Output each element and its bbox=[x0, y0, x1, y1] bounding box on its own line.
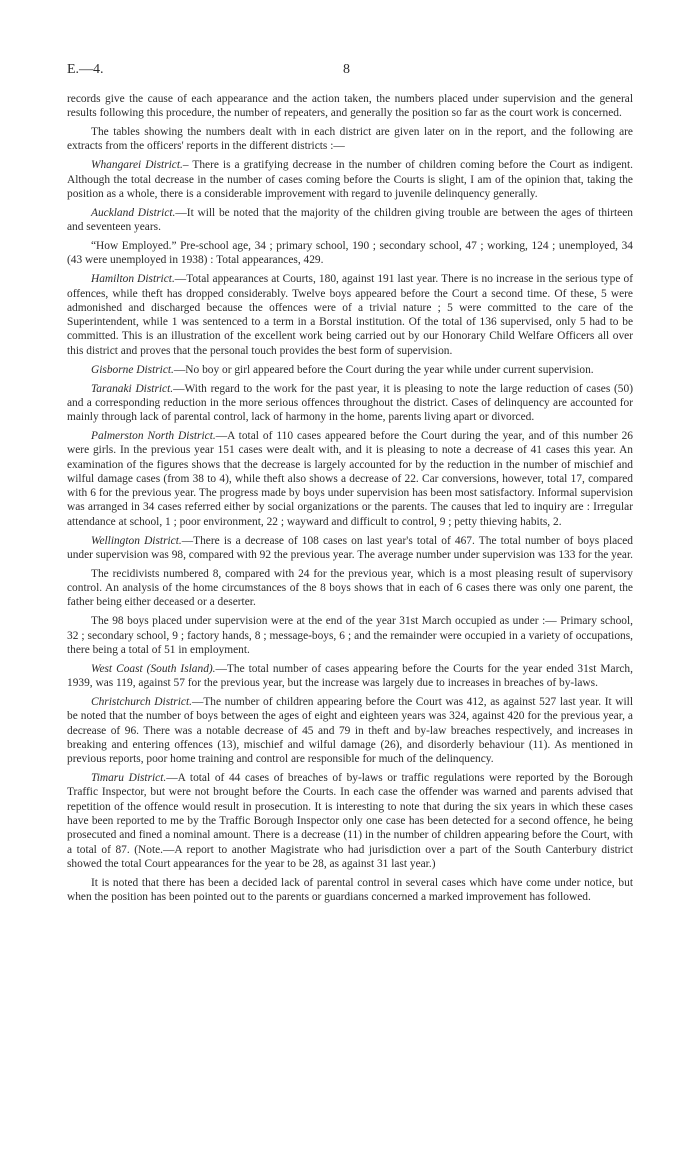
district-heading: West Coast (South Island). bbox=[91, 662, 216, 675]
page-number: 8 bbox=[343, 62, 350, 77]
page-header bbox=[67, 62, 633, 82]
document-reference: E.—4. bbox=[67, 62, 104, 77]
paragraph-wellington: Wellington District.—There is a decrease of 108 cases on last year's total of 467. The total number of boys placed under supervision was 98, compared with 92 the previous year. The average number under supervision was 133 for the year. bbox=[67, 534, 633, 561]
paragraph: The tables showing the numbers dealt with in each district are given later on in the report, and the following are extracts from the officers' reports in the different districts :— bbox=[67, 126, 633, 153]
paragraph-hamilton: Hamilton District.—Total appearances at Courts, 180, against 191 last year. There is no increase in the serious type of offences, while theft has dropped considerably. Twelve boys appeared before the Court a second time. Of these, 5 were admonished and discharged because the offences were of a trivial nature ; 5 were committed to the care of the Superintendent, while 1 was sentenced to a term in a Borstal institution. Of the total of 136 supervised, only 5 had to be committed. This is an illustration of the excellent work being carried out by our Honorary Child Welfare Officers all over this district and proves that the personal touch provides the best form of supervision. bbox=[67, 273, 633, 357]
district-heading: Timaru District. bbox=[91, 772, 167, 785]
district-heading: Taranaki District. bbox=[91, 382, 174, 395]
paragraph-christchurch: Christchurch District.—The number of children appearing before the Court was 412, as against 527 last year. It will be noted that the number of boys between the ages of eight and eighteen years was 324, against 420 for the previous year, a decrease of 96. There was a notable decrease of 45 and 79 in theft and by-law breaches respectively, and increases in breaking and entering offences (13), mischief and wilful damage (26), and disorderly behaviour (11). As mentioned in previous reports, poor home training and control are responsible for much of the delinquency. bbox=[67, 696, 633, 766]
paragraph-west-coast: West Coast (South Island).—The total number of cases appearing before the Courts for the year ended 31st March, 1939, was 119, against 57 for the previous year, but the increase was largely due to increases in breaches of by-laws. bbox=[67, 662, 633, 690]
paragraph-palmerston-north: Palmerston North District.—A total of 110 cases appeared before the Court during the year, and of this number 26 were girls. In the previous year 151 cases were dealt with, and it is pleasing to note a decrease of 41 cases this year. An examination of the figures shows that the decrease is largely accounted for by the reduction in the number of mischief and wilful damage cases (from 38 to 4), while theft also shows a decrease of 22. Car conversions, however, total 17, compared with 6 for the previous year. The progress made by boys under supervision has been most satisfactory. Informal supervision was arranged in 34 cases referred either by social organizations or the parents. The causes that led to inquiry are : Irregular attendance at school, 1 ; poor environment, 22 ; wayward and difficult to control, 9 ; petty thieving habits, 2. bbox=[67, 429, 633, 528]
district-heading: Wellington District. bbox=[91, 534, 182, 547]
district-heading: Hamilton District. bbox=[91, 273, 175, 286]
paragraph-auckland: Auckland District.—It will be noted that the majority of the children giving trouble are between the ages of thirteen and seventeen years. bbox=[67, 206, 633, 234]
paragraph: It is noted that there has been a decided lack of parental control in several cases which have come under notice, but when the position has been pointed out to the parents or guardians concerned a marked improvement has followed. bbox=[67, 876, 633, 904]
paragraph: records give the cause of each appearance and the action taken, the numbers placed under supervision and the general results following this procedure, the number of repeaters, and generally the position so far as the court work is concerned. bbox=[67, 93, 633, 120]
district-heading: Christchurch District. bbox=[91, 696, 192, 708]
district-heading: Whangarei District. bbox=[91, 159, 183, 172]
district-heading: Auckland District. bbox=[91, 206, 176, 219]
paragraph: The 98 boys placed under supervision were at the end of the year 31st March occupied as under :— Primary school, 32 ; secondary school, 9 ; factory hands, 8 ; message-boys, 6 ; and the remainder were occupied in a variety of occupations, there being a total of 51 in employment. bbox=[67, 615, 633, 656]
paragraph-gisborne: Gisborne District.—No boy or girl appeared before the Court during the year while under current supervision. bbox=[91, 363, 594, 376]
district-heading: Gisborne District. bbox=[91, 363, 174, 376]
district-heading: Palmerston North District. bbox=[91, 429, 216, 442]
paragraph: The recidivists numbered 8, compared with 24 for the previous year, which is a most pleasing result of supervisory control. An analysis of the home circumstances of the 8 boys shows that in each of 6 cases there was only one parent, the father being either deceased or a deserter. bbox=[67, 567, 633, 609]
paragraph: “How Employed.” Pre-school age, 34 ; primary school, 190 ; secondary school, 47 ; working, 124 ; unemployed, 34 (43 were unemployed in 1938) : Total appearances, 429. bbox=[67, 240, 633, 267]
paragraph-taranaki: Taranaki District.—With regard to the work for the past year, it is pleasing to note the large reduction of cases (50) and a corresponding reduction in the more serious offences throughout the district. Cases of delinquency are accounted for mainly through lack of parental control, lack of harmony in the home, parents living apart or divorced. bbox=[67, 382, 633, 424]
paragraph-timaru: Timaru District.—A total of 44 cases of breaches of by-laws or traffic regulations were reported by the Borough Traffic Inspector, but were not brought before the Courts. In each case the offender was warned and parents advised that repetition of the offence would result in prosecution. It is interesting to note that during the six years in which these cases have been reported to me by the Traffic Borough Inspector only one case has been detected for a second offence, he being prosecuted and fined a nominal amount. There is a decrease (11) in the number of children appearing before the Court, with a total of 87. (Note.—A report to another Magistrate who had jurisdiction over a part of the South Canterbury district showed the total Court appearances for the year to be 28, as against 31 last year.) bbox=[67, 772, 633, 870]
document-body bbox=[67, 92, 633, 909]
paragraph-whangarei: Whangarei District.– There is a gratifying decrease in the number of children coming before the Court as indigent. Although the total decrease in the number of cases coming before the Courts is slight, I am of the opinion that, taking the position as a whole, there is a considerable improvement with regard to juvenile delinquency generally. bbox=[67, 159, 633, 200]
